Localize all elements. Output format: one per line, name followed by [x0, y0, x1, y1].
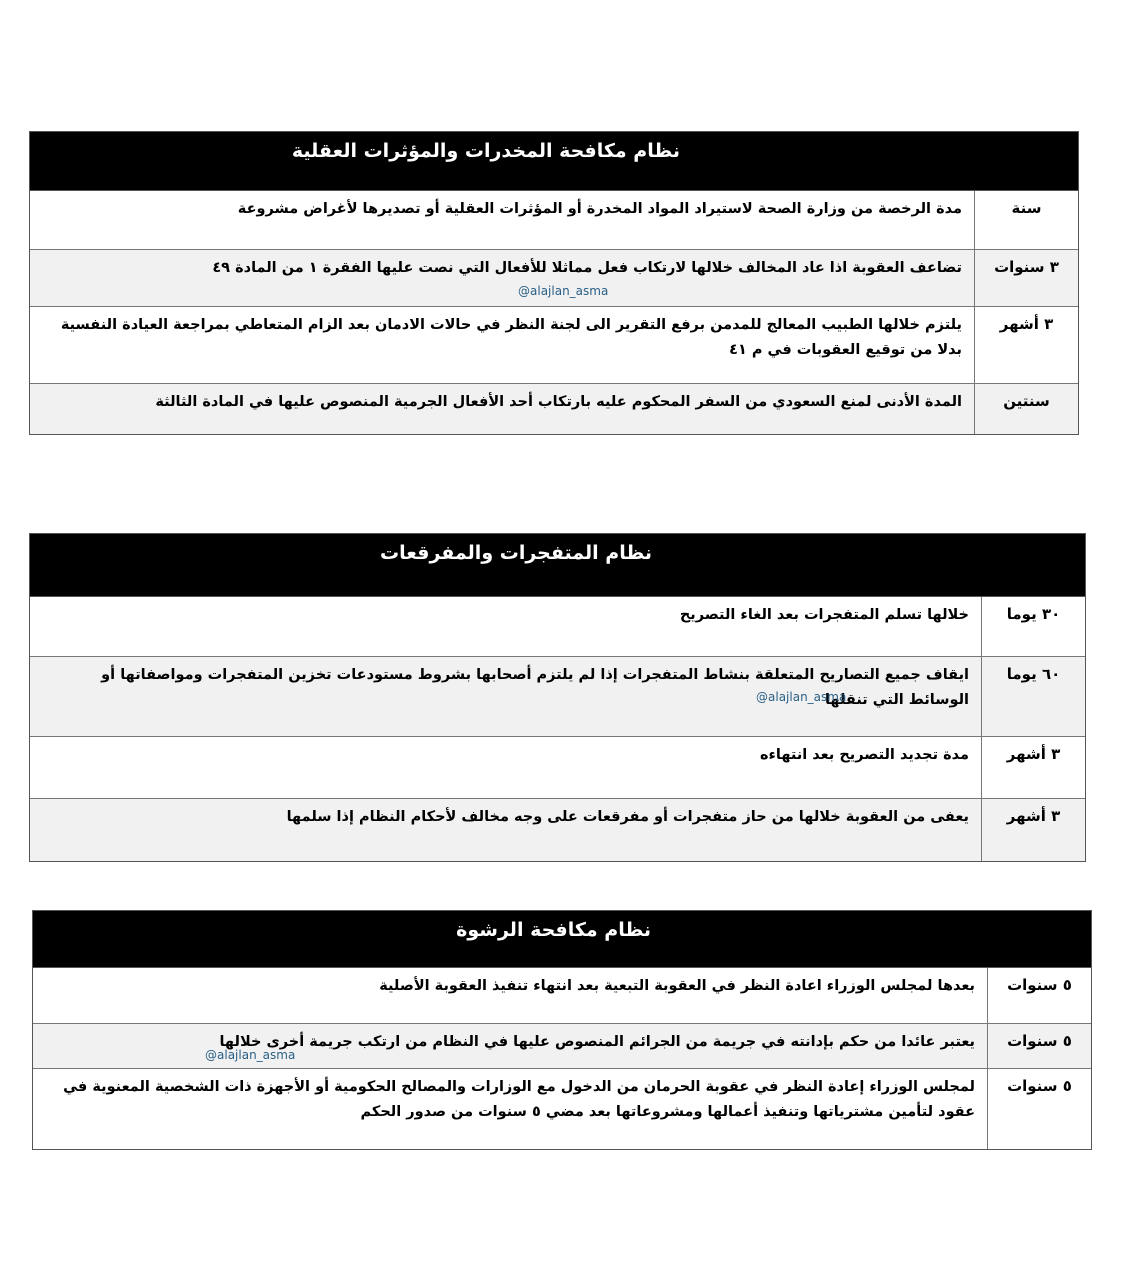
duration-cell: ٥ سنوات: [987, 1069, 1091, 1149]
description-cell: [33, 1024, 987, 1068]
description-cell: مدة تجديد التصريح بعد انتهاءه: [759, 747, 969, 763]
duration-cell: ٣ أشهر: [974, 307, 1078, 383]
watermark-handle: @alajlan_asma: [756, 690, 847, 704]
table-title-text: نظام المتفجرات والمفرقعات: [380, 542, 652, 564]
duration-cell: ٣ أشهر: [981, 799, 1085, 861]
table-row: [30, 597, 1085, 657]
table-row: [30, 250, 1078, 307]
table-drugs-law: [29, 131, 1079, 435]
description-text: يعتبر عائدا من حكم بإدانته في جريمة من الجرائم المنصوص عليها في النظام من ارتكب جريمة أخرى خلالها: [219, 1034, 975, 1050]
description-cell: خلالها تسلم المتفجرات بعد الغاء التصريح: [679, 607, 969, 623]
table-explosives-law: [29, 533, 1086, 862]
watermark-handle: @alajlan_asma: [518, 284, 609, 298]
duration-cell: سنة: [974, 191, 1078, 249]
description-cell: [30, 250, 974, 306]
description-cell: يعفى من العقوبة خلالها من حاز متفجرات أو مفرقعات على وجه مخالف لأحكام النظام إذا سلمها: [286, 809, 969, 825]
table-title: [30, 132, 1078, 191]
table-row: [30, 799, 1085, 861]
description-cell: [30, 657, 981, 736]
table-row: [30, 191, 1078, 250]
table-title: [33, 911, 1091, 968]
table-title: [30, 534, 1085, 597]
table-title-text: نظام مكافحة الرشوة: [456, 919, 651, 941]
duration-cell: ٥ سنوات: [987, 1024, 1091, 1068]
table-row: [30, 737, 1085, 799]
table-bribery-law: [32, 910, 1092, 1150]
table-row: [33, 968, 1091, 1024]
description-text: ايقاف جميع التصاريح المتعلقة بنشاط المتفجرات إذا لم يلتزم أصحابها بشروط مستودعات تخزين المتفجرات ومواصفاتها أو الوسائط التي تنقلها: [101, 667, 969, 708]
duration-cell: ٣٠ يوما: [981, 597, 1085, 656]
duration-cell: ٣ أشهر: [981, 737, 1085, 798]
table-row: [30, 657, 1085, 737]
table-row: [30, 384, 1078, 434]
duration-cell: ٣ سنوات: [974, 250, 1078, 306]
duration-cell: سنتين: [974, 384, 1078, 434]
table-title-text: نظام مكافحة المخدرات والمؤثرات العقلية: [291, 140, 680, 162]
duration-cell: ٦٠ يوما: [981, 657, 1085, 736]
description-text: تضاعف العقوبة اذا عاد المخالف خلالها لارتكاب فعل مماثلا للأفعال التي نصت عليها الفقرة ١ من المادة ٤٩: [212, 260, 962, 276]
description-cell: لمجلس الوزراء إعادة النظر في عقوبة الحرمان من الدخول مع الوزارات والمصالح الحكومية أو الأجهزة ذات الشخصية المعنوية في عقود لتأمين مشترياتها وتنفيذ أعمالها ومشروعاتها بعد مضي ٥ سنوات من صدور الحكم: [63, 1079, 975, 1120]
duration-cell: ٥ سنوات: [987, 968, 1091, 1023]
description-cell: يلتزم خلالها الطبيب المعالج للمدمن برفع التقرير الى لجنة النظر في حالات الادمان بعد الزام المتعاطي بمراجعة العيادة النفسية بدلا من توقيع العقوبات في م ٤١: [60, 317, 962, 358]
description-cell: المدة الأدنى لمنع السعودي من السفر المحكوم عليه بارتكاب أحد الأفعال الجرمية المنصوص عليها في المادة الثالثة: [155, 394, 962, 410]
watermark-handle: @alajlan_asma: [205, 1048, 296, 1062]
description-cell: مدة الرخصة من وزارة الصحة لاستيراد المواد المخدرة أو المؤثرات العقلية أو تصديرها لأغراض مشروعة: [237, 201, 962, 217]
table-row: [30, 307, 1078, 384]
table-row: [33, 1024, 1091, 1069]
description-cell: بعدها لمجلس الوزراء اعادة النظر في العقوبة التبعية بعد انتهاء تنفيذ العقوبة الأصلية: [379, 978, 975, 994]
table-row: [33, 1069, 1091, 1149]
